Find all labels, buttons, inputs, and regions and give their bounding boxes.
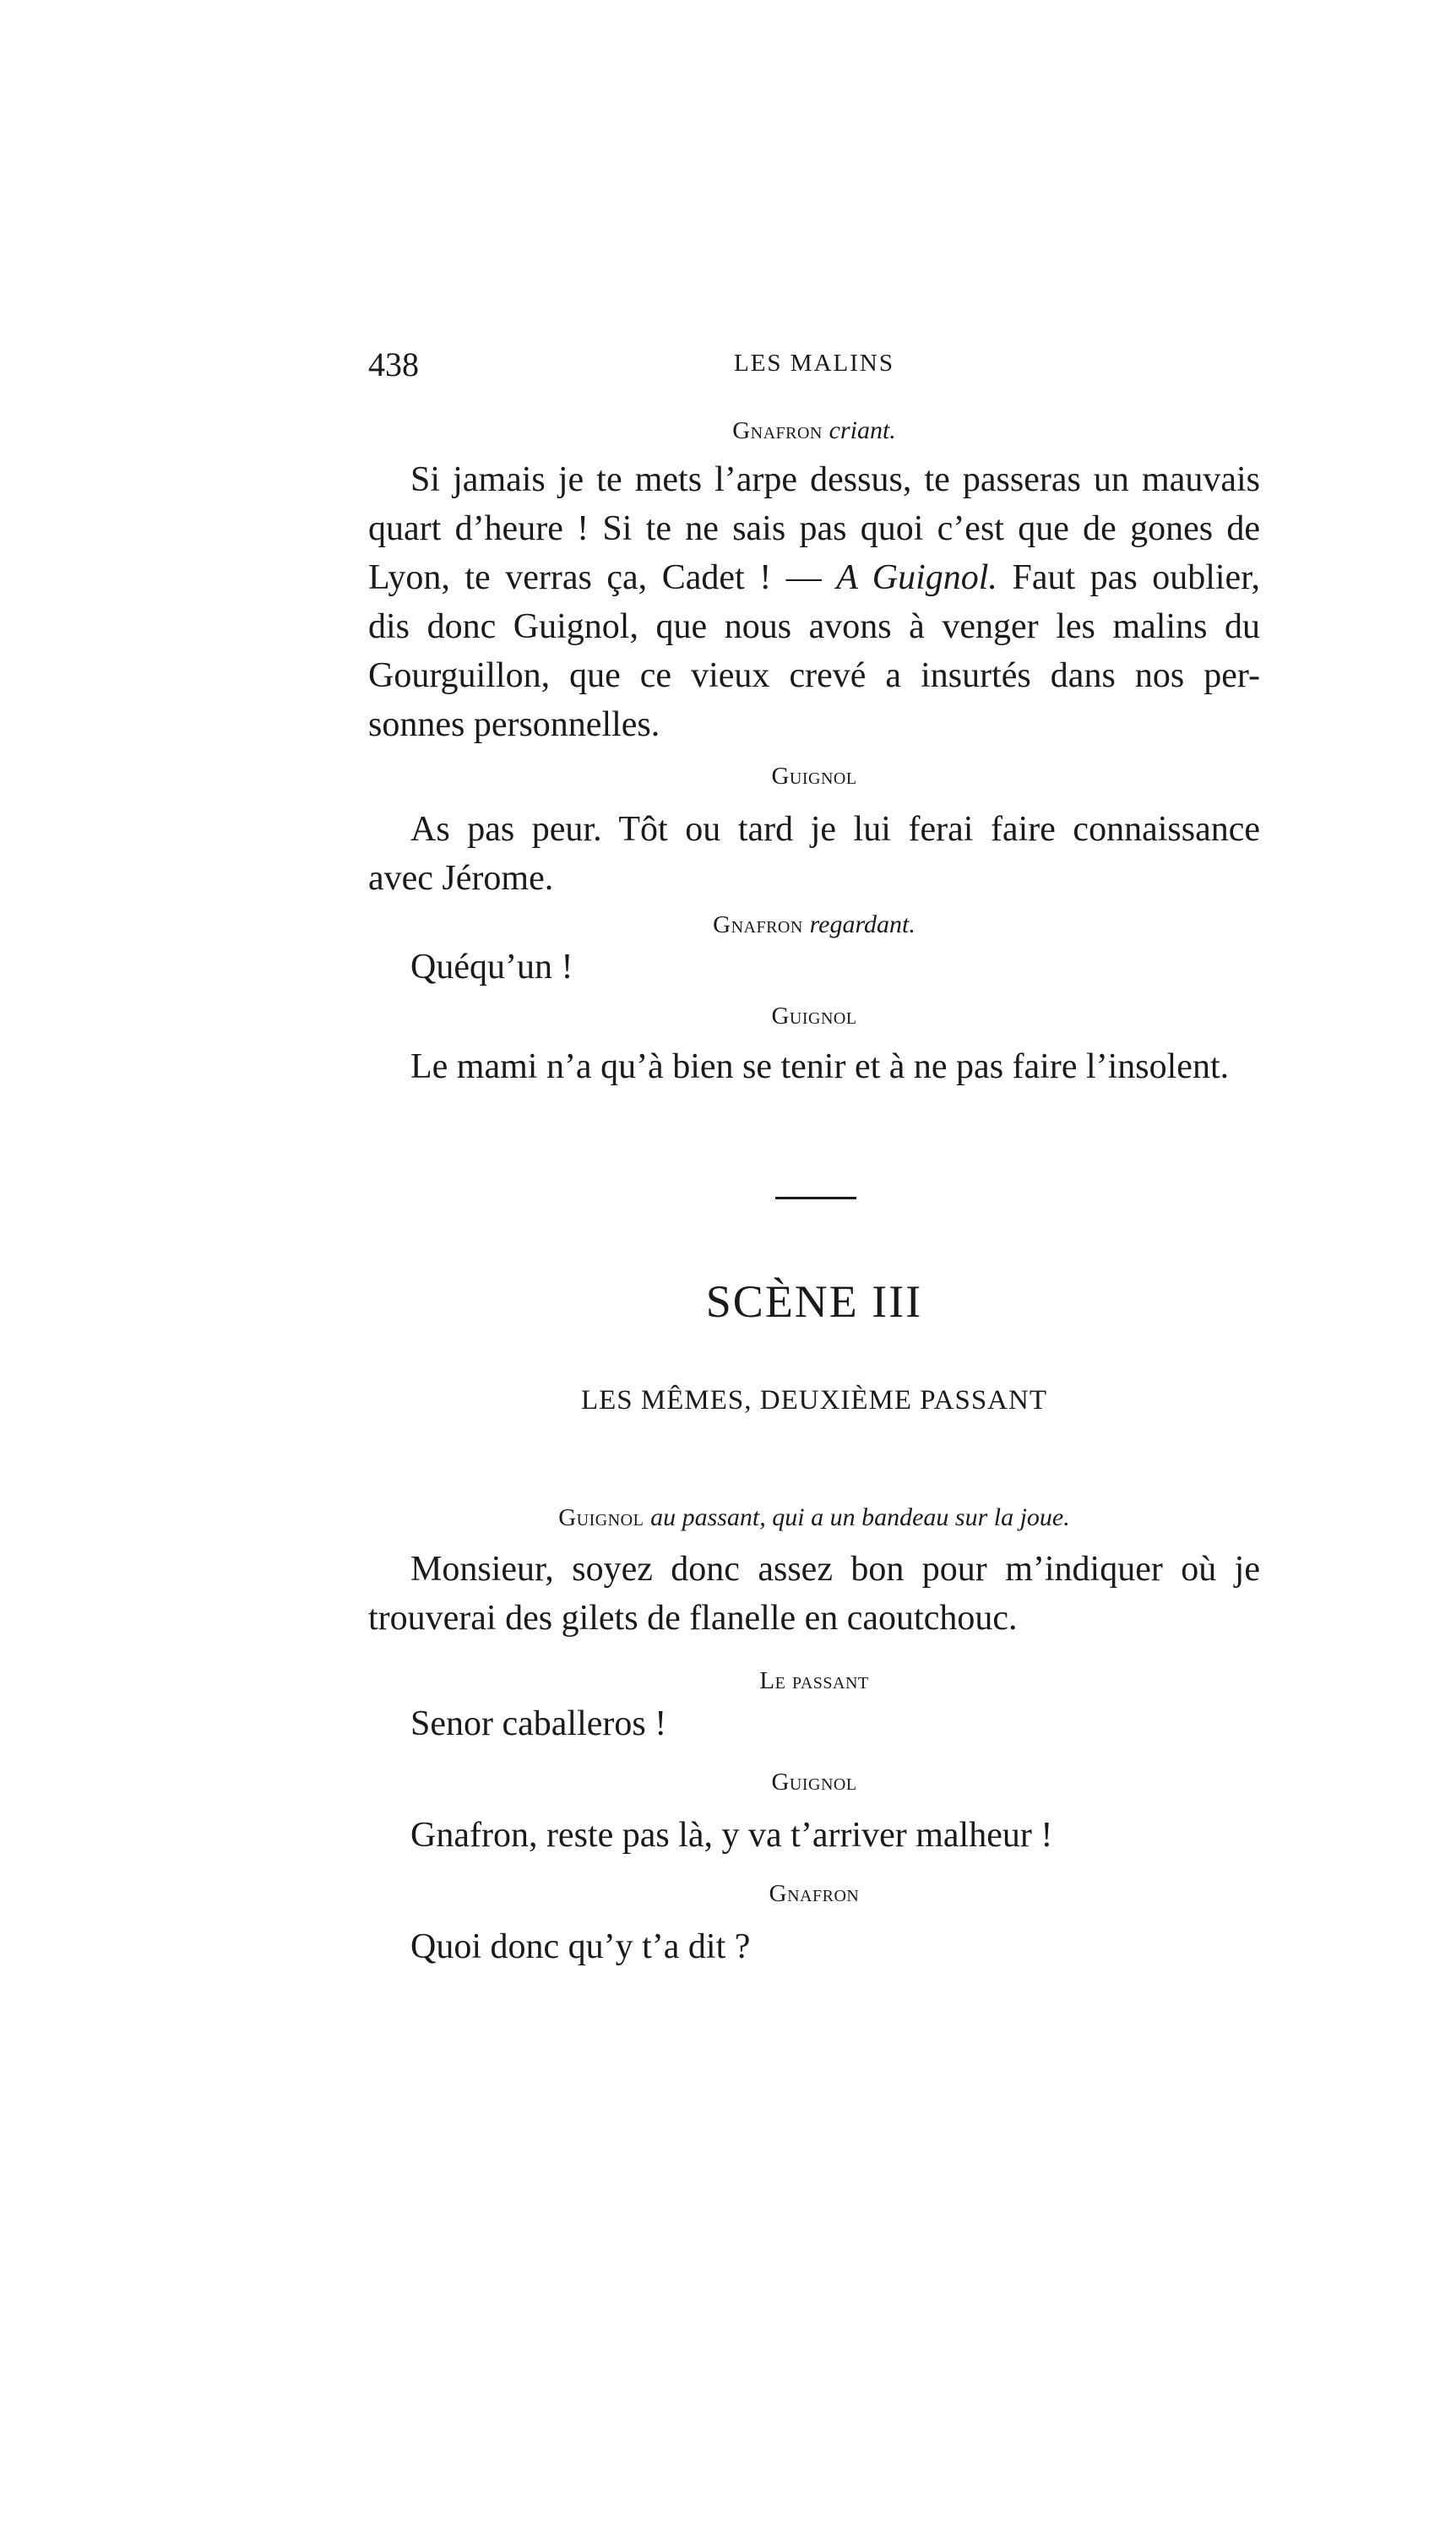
dialogue-line: Senor caballeros !	[410, 1704, 667, 1743]
dialogue-paragraph	[368, 1545, 1260, 1643]
speaker-heading	[368, 1667, 1260, 1695]
stage-direction: A Guignol.	[836, 558, 997, 597]
running-title: LES MALINS	[734, 350, 894, 377]
stage-direction: criant.	[829, 416, 896, 444]
stage-direction: regardant.	[809, 910, 915, 938]
text-line: Si jamais je te mets l’arpe dessus, te passeras un mauvais	[410, 460, 1260, 499]
speaker-name: Guignol	[558, 1504, 644, 1531]
text-line: Monsieur, soyez donc assez bon pour m’indiquer où je	[410, 1550, 1260, 1589]
dialogue-paragraph	[368, 805, 1260, 903]
speaker-heading	[368, 416, 1260, 445]
text-segment: Lyon, te verras ça, Cadet ! —	[368, 558, 822, 597]
speaker-heading	[368, 910, 1260, 939]
text-segment: Faut pas oublier,	[997, 558, 1260, 597]
text-line	[368, 553, 1260, 602]
speaker-name: Gnafron	[713, 911, 803, 938]
speaker-name: Guignol	[771, 1003, 857, 1030]
dialogue-line: Quoi donc qu’y t’a dit ?	[410, 1927, 751, 1966]
speaker-heading	[368, 1503, 1260, 1532]
speaker-name: Le passant	[759, 1667, 869, 1694]
page-header	[368, 345, 1260, 387]
speaker-name: Gnafron	[732, 417, 823, 444]
scene-title: SCÈNE III	[705, 1276, 923, 1327]
dialogue-line: Gnafron, reste pas là, y va t’arriver malheur !	[410, 1816, 1053, 1855]
speaker-heading	[368, 763, 1260, 791]
text-line: quart d’heure ! Si te ne sais pas quoi c’est que de gones de	[368, 509, 1260, 548]
speaker-name: Gnafron	[769, 1880, 860, 1907]
dialogue-line: Le mami n’a qu’à bien se tenir et à ne pas faire l’insolent.	[410, 1047, 1230, 1086]
dialogue-line: Quéqu’un !	[410, 948, 573, 986]
speaker-heading	[368, 1880, 1260, 1908]
speaker-heading	[368, 1769, 1260, 1796]
text-line: dis donc Guignol, que nous avons à venger les malins du	[368, 607, 1260, 646]
section-divider	[775, 1197, 856, 1199]
text-line: trouverai des gilets de flanelle en caoutchouc.	[368, 1599, 1018, 1638]
text-line: avec Jérome.	[368, 859, 554, 898]
text-line: As pas peur. Tôt ou tard je lui ferai faire connaissance	[410, 810, 1260, 849]
page-number: 438	[368, 345, 419, 383]
text-line: Gourguillon, que ce vieux crevé a insurtés dans nos per-	[368, 656, 1260, 695]
speaker-heading	[368, 1003, 1260, 1030]
speaker-name: Guignol	[771, 1769, 857, 1796]
stage-direction: au passant, qui a un bandeau sur la joue.	[650, 1503, 1070, 1531]
scene-cast: LES MÊMES, DEUXIÈME PASSANT	[580, 1385, 1047, 1416]
dialogue-paragraph	[368, 455, 1260, 749]
text-line: sonnes personnelles.	[368, 705, 660, 744]
speaker-name: Guignol	[771, 763, 857, 790]
